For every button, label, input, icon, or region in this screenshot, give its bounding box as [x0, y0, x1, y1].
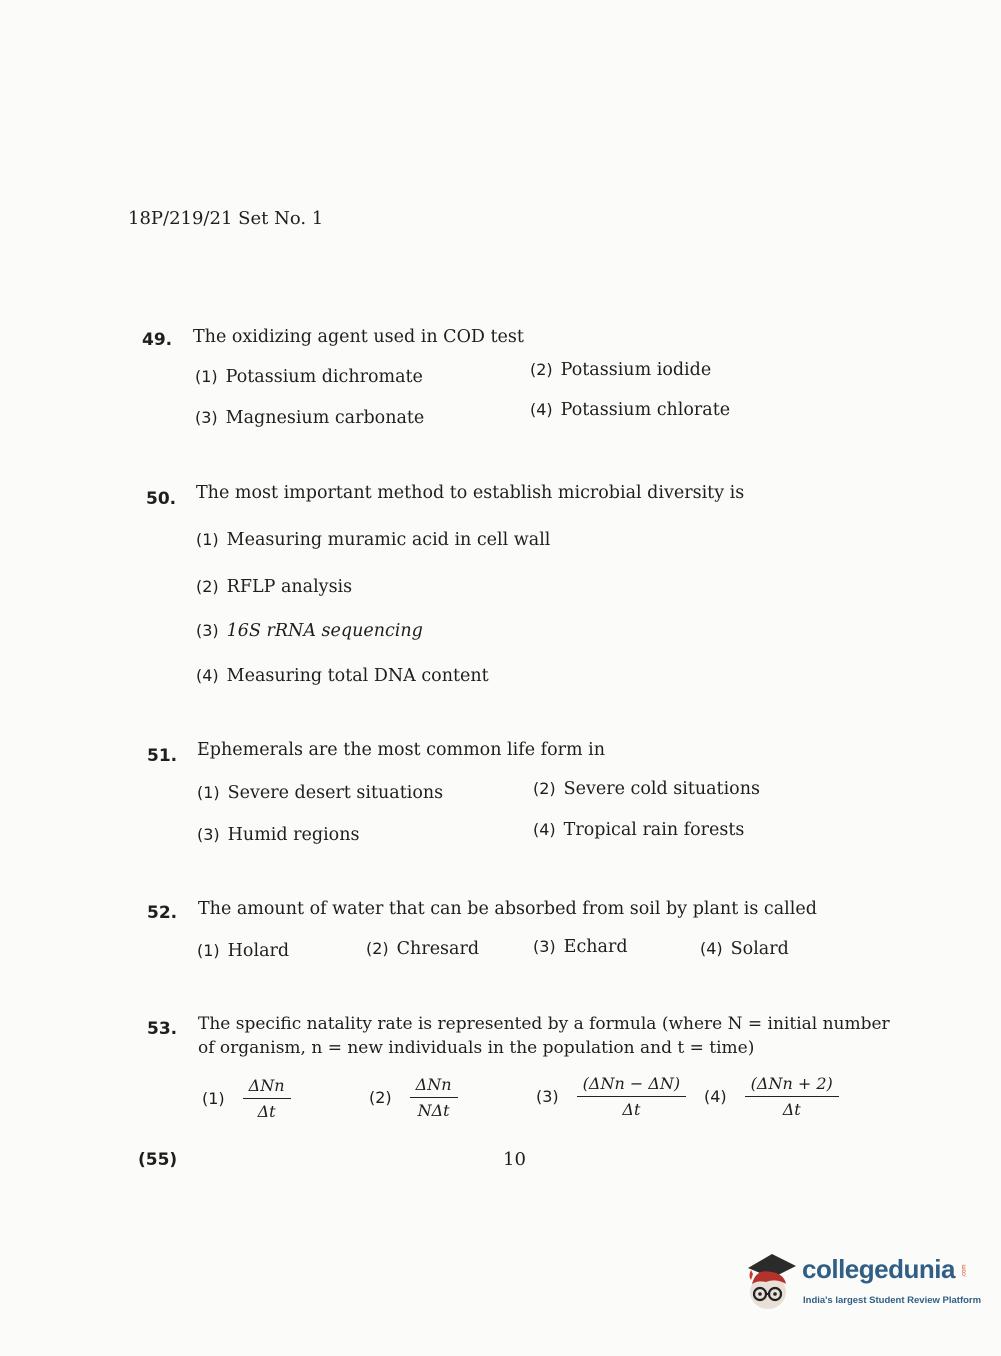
option-text: Potassium chlorate — [560, 400, 731, 420]
option — [195, 408, 424, 428]
option-text: 16S rRNA sequencing — [226, 621, 423, 641]
option-number: (3) — [197, 825, 220, 844]
option-number: (2) — [369, 1088, 392, 1107]
option-text: Severe desert situations — [227, 783, 444, 803]
option-number: (2) — [196, 577, 219, 596]
option-number: (4) — [196, 666, 219, 685]
fraction-numerator: ΔNn — [243, 1076, 291, 1099]
question-text: The most important method to establish microbial diversity is — [196, 483, 745, 503]
fraction — [577, 1074, 686, 1119]
option-text: Measuring total DNA content — [226, 666, 489, 686]
option-text: Tropical rain forests — [563, 820, 745, 840]
option-text: Magnesium carbonate — [225, 408, 425, 428]
option — [700, 939, 789, 959]
option — [196, 666, 489, 686]
question-number: 53. — [147, 1019, 178, 1039]
formula-option — [536, 1074, 686, 1119]
formula-option — [369, 1075, 458, 1120]
option-text: Holard — [227, 941, 290, 961]
option-number: (4) — [704, 1087, 727, 1106]
question-text-line1: The specific natality rate is represented by a formula (where N = initial number — [198, 1014, 890, 1034]
logo-brand: collegedunia — [802, 1254, 955, 1284]
option-number: (2) — [530, 360, 553, 379]
fraction-denominator: Δt — [257, 1102, 276, 1121]
option-number: (4) — [533, 820, 556, 839]
question-number: 51. — [147, 746, 178, 766]
fraction-denominator: NΔt — [417, 1101, 450, 1120]
option-text: Solard — [730, 939, 789, 959]
fraction-numerator: (ΔNn − ΔN) — [577, 1074, 686, 1097]
question-number: 52. — [147, 903, 178, 923]
option-number: (3) — [536, 1087, 559, 1106]
option-text: Potassium dichromate — [225, 367, 423, 387]
option-number: (1) — [197, 941, 220, 960]
option-number: (3) — [533, 937, 556, 956]
option-number: (3) — [196, 621, 219, 640]
option-number: (1) — [195, 367, 218, 386]
formula-option — [704, 1074, 839, 1119]
paper-code: 18P/219/21 Set No. 1 — [128, 208, 324, 229]
option — [530, 400, 730, 420]
option — [533, 937, 628, 957]
option-text: Echard — [563, 937, 628, 957]
question-text: The oxidizing agent used in COD test — [193, 327, 524, 347]
option-text: Potassium iodide — [560, 360, 712, 380]
option — [533, 820, 744, 840]
option — [196, 577, 352, 597]
fraction-denominator: Δt — [622, 1100, 641, 1119]
option — [366, 939, 479, 959]
option — [197, 825, 359, 845]
option-text: Severe cold situations — [563, 779, 760, 799]
fraction — [745, 1074, 839, 1119]
option — [197, 941, 289, 961]
option-text: Humid regions — [227, 825, 360, 845]
question-text-line2: of organism, n = new individuals in the population and t = time) — [198, 1038, 755, 1058]
logo-tagline: India's largest Student Review Platform — [803, 1295, 982, 1306]
option-number: (1) — [202, 1089, 225, 1108]
option-number: (2) — [366, 939, 389, 958]
option — [530, 360, 711, 380]
question-number: 49. — [142, 330, 173, 350]
fraction-numerator: (ΔNn + 2) — [745, 1074, 839, 1097]
page-number: 10 — [503, 1149, 526, 1170]
option-number: (1) — [196, 530, 219, 549]
option — [196, 621, 423, 641]
option-number: (4) — [700, 939, 723, 958]
question-number: 50. — [146, 489, 177, 509]
collegedunia-logo — [742, 1250, 982, 1320]
mascot-icon — [742, 1250, 800, 1312]
question-text: Ephemerals are the most common life form in — [197, 740, 606, 760]
option — [197, 783, 443, 803]
option-number: (2) — [533, 779, 556, 798]
option — [195, 367, 423, 387]
logo-domain: .com — [961, 1264, 968, 1278]
fraction — [243, 1076, 291, 1121]
booklet-code: (55) — [138, 1150, 178, 1170]
question-text: The amount of water that can be absorbed from soil by plant is called — [198, 899, 817, 919]
option-number: (4) — [530, 400, 553, 419]
fraction — [410, 1075, 458, 1120]
option-number: (3) — [195, 408, 218, 427]
option-text: RFLP analysis — [226, 577, 353, 597]
option — [533, 779, 760, 799]
option-number: (1) — [197, 783, 220, 802]
formula-option — [202, 1076, 291, 1121]
fraction-denominator: Δt — [782, 1100, 801, 1119]
fraction-numerator: ΔNn — [410, 1075, 458, 1098]
option — [196, 530, 550, 550]
option-text: Chresard — [396, 939, 480, 959]
option-text: Measuring muramic acid in cell wall — [226, 530, 551, 550]
